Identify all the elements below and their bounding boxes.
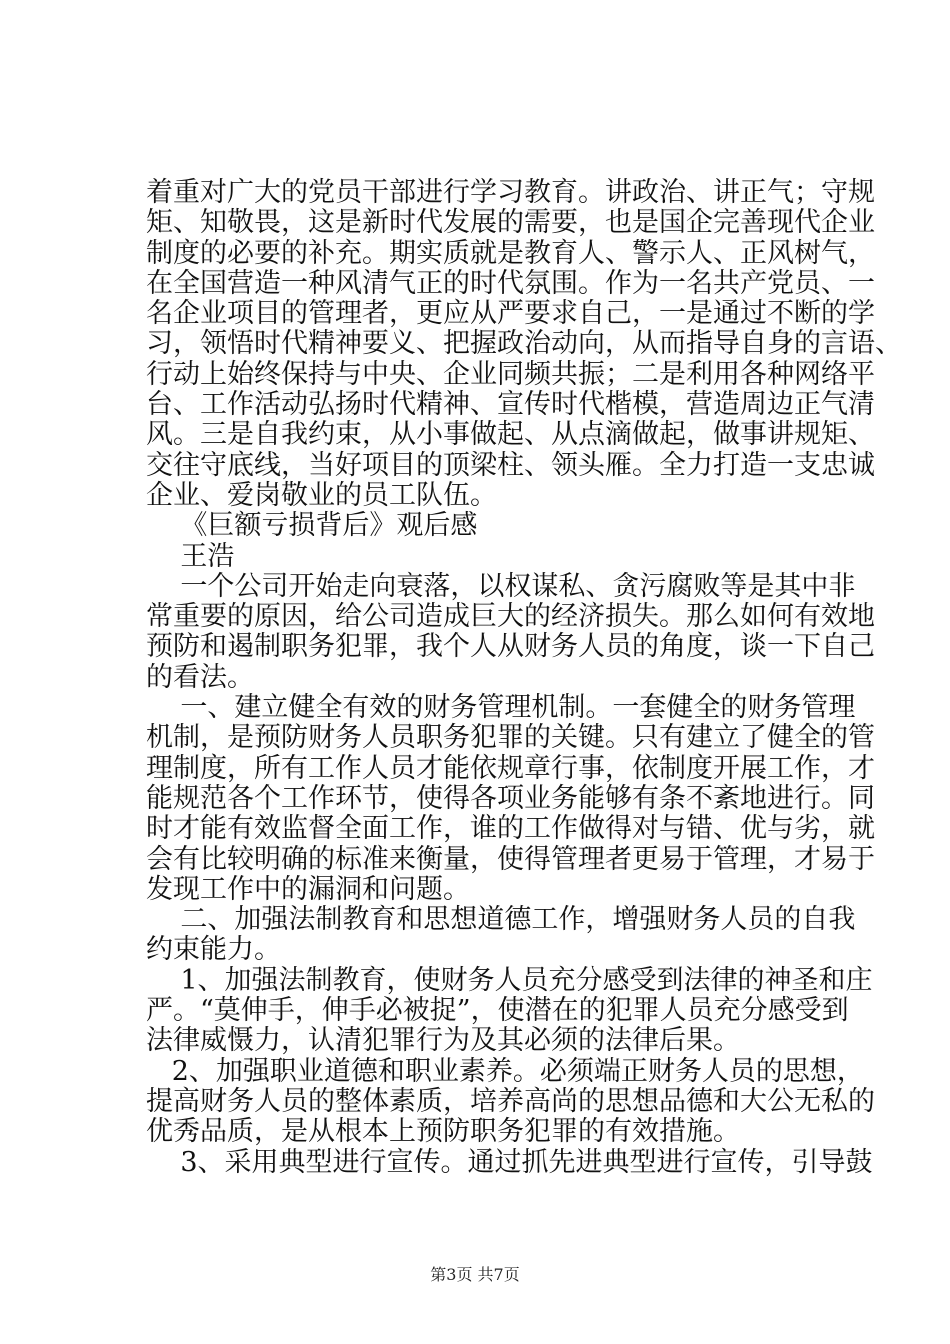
text-line: 严。“莫伸手，伸手必被捉”，使潜在的犯罪人员充分感受到 (146, 995, 849, 1027)
text-line: 提高财务人员的整体素质，培养高尚的思想品德和大公无私的 (146, 1085, 875, 1117)
text-line: 发现工作中的漏洞和问题。 (146, 873, 470, 905)
text-line: 二、加强法制教育和思想道德工作，增强财务人员的自我 (146, 904, 856, 936)
text-line: 理制度，所有工作人员才能依规章行事，依制度开展工作，才 (146, 752, 875, 784)
page-footer: 第3页 共7页 (430, 1265, 520, 1284)
text-line: 交往守底线，当好项目的顶梁柱、领头雁。全力打造一支忠诚 (146, 449, 875, 481)
text-line: 一、建立健全有效的财务管理机制。一套健全的财务管理 (146, 692, 856, 724)
text-line: 预防和遏制职务犯罪，我个人从财务人员的角度，谈一下自己 (146, 631, 875, 663)
text-line: 的看法。 (146, 661, 254, 693)
text-line: 2、加强职业道德和职业素养。必须端正财务人员的思想， (146, 1055, 864, 1087)
text-line: 风。三是自我约束，从小事做起、从点滴做起，做事讲规矩、 (146, 419, 875, 451)
text-line: 《巨额亏损背后》观后感 (146, 510, 478, 542)
text-line: 一个公司开始走向衰落，以权谋私、贪污腐败等是其中非 (146, 570, 856, 602)
text-line: 常重要的原因，给公司造成巨大的经济损失。那么如何有效地 (146, 601, 875, 633)
text-line: 法律威慑力，认清犯罪行为及其必须的法律后果。 (146, 1025, 740, 1057)
text-line: 矩、知敬畏，这是新时代发展的需要，也是国企完善现代企业 (146, 207, 875, 239)
text-line: 优秀品质，是从根本上预防职务犯罪的有效措施。 (146, 1116, 740, 1148)
text-line: 王浩 (146, 540, 235, 572)
text-line: 1、加强法制教育，使财务人员充分感受到法律的神圣和庄 (146, 964, 873, 996)
text-line: 名企业项目的管理者，更应从严要求自己，一是通过不断的学 (146, 298, 875, 330)
text-line: 会有比较明确的标准来衡量，使得管理者更易于管理，才易于 (146, 843, 875, 875)
text-line: 制度的必要的补充。期实质就是教育人、警示人、正风树气， (146, 237, 875, 269)
text-line: 机制，是预防财务人员职务犯罪的关键。只有建立了健全的管 (146, 722, 875, 754)
text-line: 台、工作活动弘扬时代精神、宣传时代楷模，营造周边正气清 (146, 389, 875, 421)
text-line: 能规范各个工作环节，使得各项业务能够有条不紊地进行。同 (146, 782, 875, 814)
text-line: 在全国营造一种风清气正的时代氛围。作为一名共产党员、一 (146, 267, 875, 299)
text-line: 习，领悟时代精神要义、把握政治动向，从而指导自身的言语、 (146, 328, 902, 360)
text-line: 时才能有效监督全面工作，谁的工作做得对与错、优与劣，就 (146, 813, 875, 845)
document-body (146, 177, 902, 1178)
text-line: 着重对广大的党员干部进行学习教育。讲政治、讲正气；守规 (146, 177, 875, 208)
text-line: 行动上始终保持与中央、企业同频共振；二是利用各种网络平 (146, 358, 875, 390)
text-line: 约束能力。 (146, 934, 281, 966)
text-line: 企业、爱岗敬业的员工队伍。 (146, 479, 497, 511)
text-line: 3、采用典型进行宣传。通过抓先进典型进行宣传，引导鼓 (146, 1146, 873, 1178)
